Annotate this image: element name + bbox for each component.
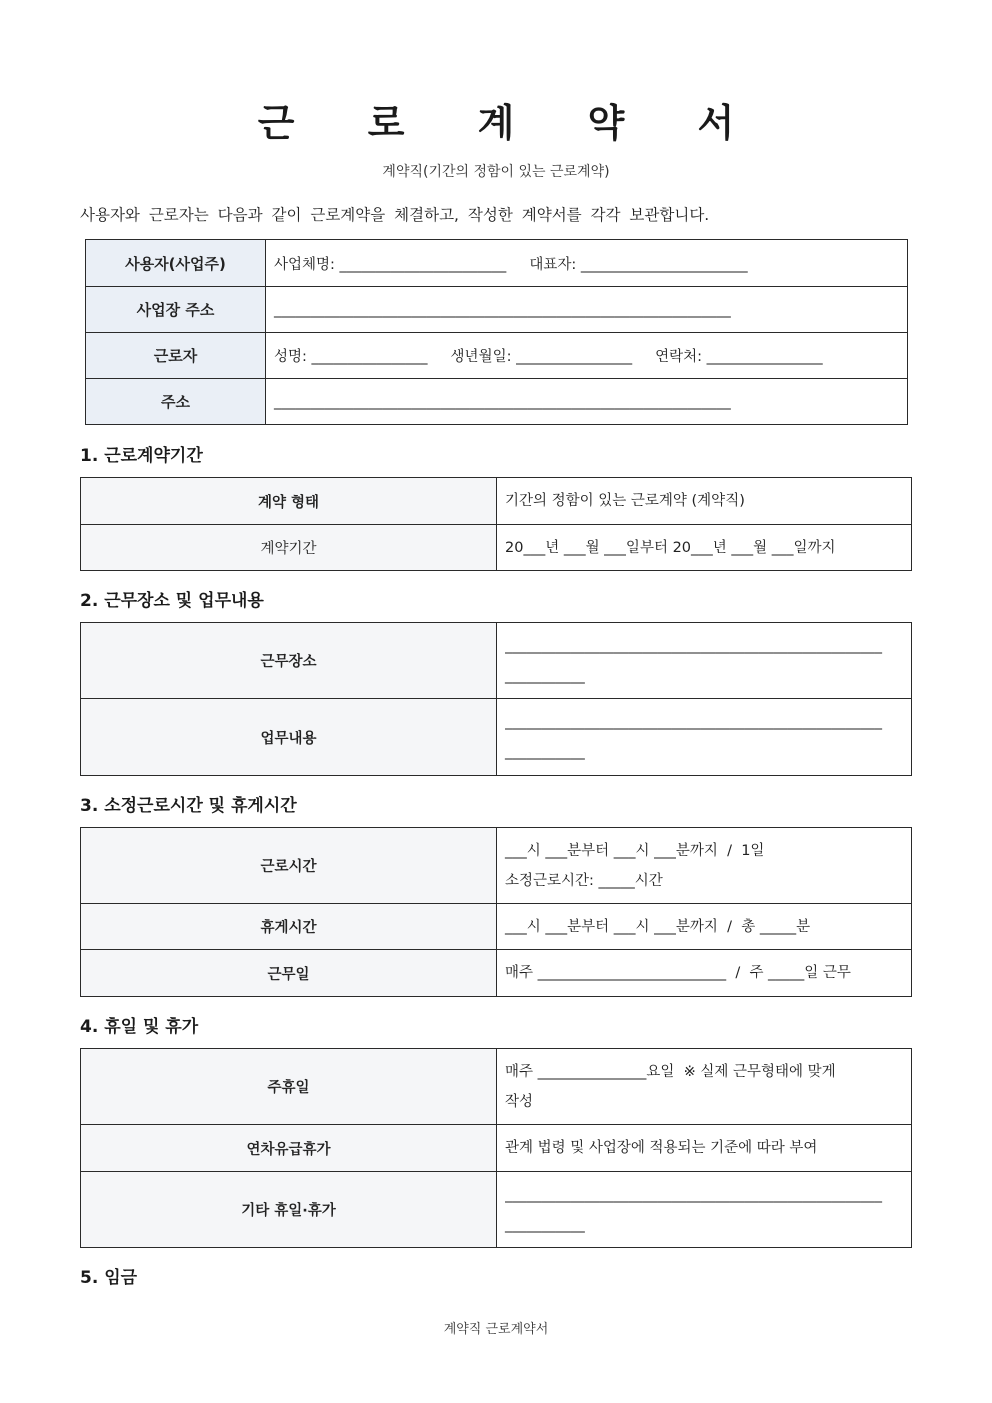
document-subtitle: 계약직(기간의 정함이 있는 근로계약) — [382, 164, 610, 180]
worker-label: 근로자 — [86, 333, 266, 379]
address-label: 주소 — [86, 379, 266, 425]
workplace-address-value[interactable]: _______________________________________________________________ — [266, 287, 908, 333]
intro-text: 사용자와 근로자는 다음과 같이 근로계약을 체결하고, 작성한 계약서를 각각 보관합니다. — [80, 206, 710, 224]
section-2-heading: 2. 근무장소 및 업무내용 — [80, 591, 264, 611]
working-hours-value[interactable] — [497, 828, 912, 904]
weekly-holiday-line-2: 작성 — [505, 1093, 534, 1110]
other-leave-line-1: ____________________________________________________ — [505, 1186, 882, 1203]
duty-line-2: ___________ — [505, 744, 585, 760]
working-hours-line-2: 소정근로시간: _____시간 — [505, 872, 663, 889]
contract-period-table — [80, 477, 912, 571]
duty-line-1: ____________________________________________________ — [505, 714, 882, 730]
other-leave-label: 기타 휴일·휴가 — [81, 1172, 497, 1248]
weekly-holiday-line-1: 매주 _______________요일 ※ 실제 근무형태에 맞게 — [505, 1063, 836, 1080]
work-place-line-1: ____________________________________________________ — [505, 637, 882, 654]
address-value[interactable]: _______________________________________________________________ — [266, 379, 908, 425]
section-3-heading: 3. 소정근로시간 및 휴게시간 — [80, 796, 297, 816]
work-place-label: 근무장소 — [81, 623, 497, 699]
parties-table — [85, 239, 908, 425]
annual-leave-value: 관계 법령 및 사업장에 적용되는 기준에 따라 부여 — [497, 1125, 912, 1172]
duty-label: 업무내용 — [81, 699, 497, 776]
break-time-label: 휴게시간 — [81, 904, 497, 950]
work-place-line-2: ___________ — [505, 667, 585, 684]
workplace-table — [80, 622, 912, 776]
working-hours-label: 근로시간 — [81, 828, 497, 904]
contract-type-label: 계약 형태 — [81, 478, 497, 525]
section-4-heading: 4. 휴일 및 휴가 — [80, 1017, 199, 1037]
annual-leave-label: 연차유급휴가 — [81, 1125, 497, 1172]
worker-value[interactable]: 성명: ________________ 생년월일: ________________ 연락처: ________________ — [266, 333, 908, 379]
other-leave-value[interactable] — [497, 1172, 912, 1248]
workplace-address-label: 사업장 주소 — [86, 287, 266, 333]
work-days-label: 근무일 — [81, 950, 497, 997]
employer-label: 사용자(사업주) — [86, 240, 266, 287]
contract-period-value[interactable]: 20___년 ___월 ___일부터 20___년 ___월 ___일까지 — [497, 525, 912, 571]
contract-period-label: 계약기간 — [81, 525, 497, 571]
working-hours-line-1: ___시 ___분부터 ___시 ___분까지 / 1일 — [505, 842, 765, 859]
document-title: 근 로 계 약 서 — [257, 101, 765, 145]
section-5-heading: 5. 임금 — [80, 1268, 138, 1288]
holidays-table — [80, 1048, 912, 1248]
contract-type-value: 기간의 정함이 있는 근로계약 (계약직) — [497, 478, 912, 525]
working-hours-table — [80, 827, 912, 997]
page-footer: 계약직 근로계약서 — [443, 1322, 549, 1337]
section-1-heading: 1. 근로계약기간 — [80, 446, 203, 466]
weekly-holiday-value[interactable] — [497, 1049, 912, 1125]
work-place-value[interactable] — [497, 623, 912, 699]
other-leave-line-2: ___________ — [505, 1216, 585, 1233]
break-time-value[interactable]: ___시 ___분부터 ___시 ___분까지 / 총 _____분 — [497, 904, 912, 950]
employer-value[interactable]: 사업체명: _______________________ 대표자: _______________________ — [266, 240, 908, 287]
duty-value[interactable] — [497, 699, 912, 776]
weekly-holiday-label: 주휴일 — [81, 1049, 497, 1125]
work-days-value[interactable]: 매주 __________________________ / 주 _____일 근무 — [497, 950, 912, 997]
